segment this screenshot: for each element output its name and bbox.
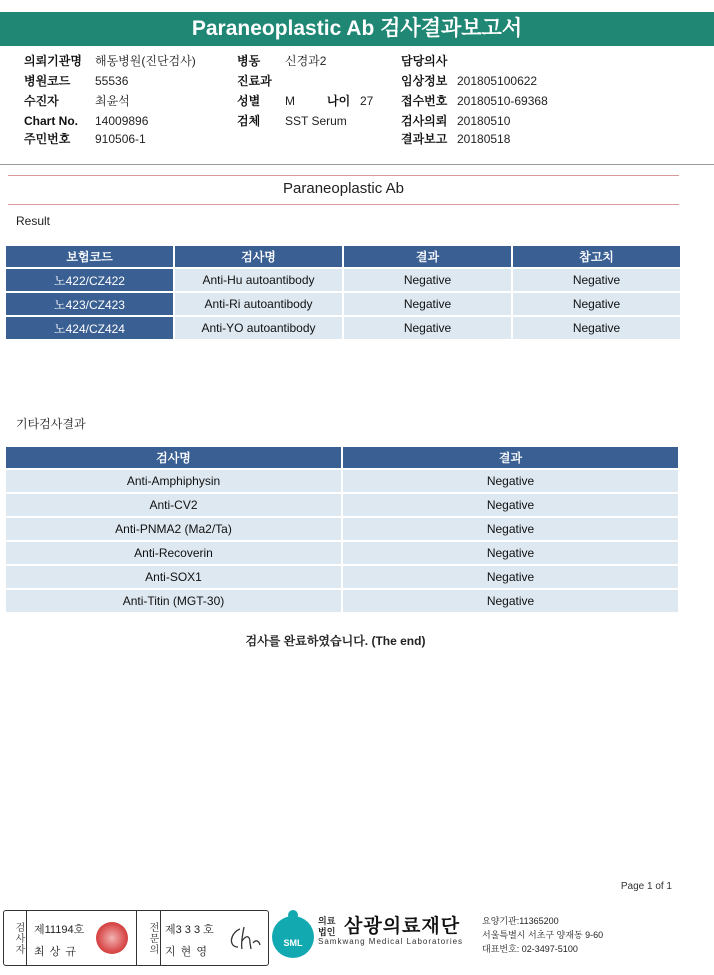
info-value: 55536 (95, 74, 129, 88)
info-value: M (285, 94, 295, 108)
result-cell: Negative (343, 470, 678, 492)
pathologist-label: 전문의 (147, 921, 158, 955)
info-value: 14009896 (95, 114, 149, 128)
org-name: 삼광의료재단 (344, 916, 461, 937)
info-label: 수진자 (24, 94, 59, 108)
info-label: 검사의뢰 (401, 114, 448, 128)
signature-icon (226, 925, 262, 953)
table-row (6, 269, 680, 291)
test-name-cell: Anti-Amphiphysin (6, 470, 341, 492)
end-of-report: 검사를 완료하였습니다. (The end) (245, 634, 426, 648)
org-name-en: Samkwang Medical Laboratories (318, 937, 464, 946)
insurance-code-cell: 노423/CZ423 (6, 293, 173, 315)
seal-icon (96, 922, 128, 954)
info-label: 결과보고 (401, 132, 448, 146)
info-label: 진료과 (237, 74, 272, 88)
info-value: 910506-1 (95, 132, 146, 146)
org-phone: 대표번호: 02-3497-5100 (482, 944, 578, 954)
examiner-license: 제11194호 (34, 924, 85, 936)
sml-logo: SML (272, 916, 314, 958)
age-value: 27 (360, 94, 374, 108)
other-results-table (4, 445, 680, 614)
result-cell: Negative (344, 317, 511, 339)
info-label: 담당의사 (401, 54, 448, 68)
info-label: Chart No. (24, 114, 78, 128)
info-label: 주민번호 (24, 132, 71, 146)
test-name-cell: Anti-Hu autoantibody (175, 269, 342, 291)
column-header: 결과 (344, 246, 511, 267)
test-name-cell: Anti-Recoverin (6, 542, 341, 564)
info-value: 20180510-69368 (457, 94, 548, 108)
info-value: 해동병원(진단검사) (95, 54, 196, 68)
test-name-cell: Anti-Ri autoantibody (175, 293, 342, 315)
org-address: 서울특별시 서초구 양재동 9-60 (482, 930, 604, 940)
test-name-cell: Anti-YO autoantibody (175, 317, 342, 339)
pathologist-license: 제3 3 3 호 (165, 924, 214, 936)
info-value: 201805100622 (457, 74, 538, 88)
column-header: 검사명 (6, 447, 341, 468)
result-cell: Negative (344, 293, 511, 315)
info-row (0, 72, 714, 91)
page-number: Page 1 of 1 (620, 881, 672, 892)
table-row (6, 566, 678, 588)
section-divider (8, 204, 679, 205)
info-row (0, 130, 714, 149)
table-row (6, 590, 678, 612)
info-label: 병원코드 (24, 74, 71, 88)
insurance-code-cell: 노424/CZ424 (6, 317, 173, 339)
reference-cell: Negative (513, 293, 680, 315)
test-name-cell: Anti-PNMA2 (Ma2/Ta) (6, 518, 341, 540)
table-row (6, 470, 678, 492)
column-header: 보험코드 (6, 246, 173, 267)
column-header: 참고치 (513, 246, 680, 267)
table-row (6, 293, 680, 315)
info-row (0, 52, 714, 71)
section-title: Paraneoplastic Ab (283, 180, 404, 197)
info-row (0, 112, 714, 131)
result-cell: Negative (343, 566, 678, 588)
report-title: Paraneoplastic Ab 검사결과보고서 (0, 12, 714, 46)
table-row (6, 494, 678, 516)
divider (160, 911, 161, 965)
reference-cell: Negative (513, 269, 680, 291)
test-name-cell: Anti-Titin (MGT-30) (6, 590, 341, 612)
info-value: 20180518 (457, 132, 511, 146)
test-name-cell: Anti-CV2 (6, 494, 341, 516)
column-header: 검사명 (175, 246, 342, 267)
patient-info (0, 46, 714, 165)
result-cell: Negative (343, 542, 678, 564)
signature-box (3, 910, 269, 966)
column-header: 결과 (343, 447, 678, 468)
insurance-code-cell: 노422/CZ422 (6, 269, 173, 291)
table-row (6, 542, 678, 564)
divider (26, 911, 27, 965)
test-name-cell: Anti-SOX1 (6, 566, 341, 588)
pathologist-name: 지 현 영 (165, 946, 208, 958)
result-caption: Result (16, 214, 51, 228)
other-results-caption: 기타검사결과 (16, 417, 86, 431)
info-label: 임상정보 (401, 74, 448, 88)
result-cell: Negative (343, 518, 678, 540)
examiner-name: 최 상 규 (34, 946, 77, 958)
table-row (6, 518, 678, 540)
divider (136, 911, 137, 965)
info-value: 최윤석 (95, 94, 130, 108)
org-prefix: 의료 (318, 916, 336, 926)
examiner-label: 검사자 (13, 921, 24, 955)
info-value: 신경과2 (285, 54, 327, 68)
info-label: 성별 (237, 94, 261, 108)
result-cell: Negative (343, 590, 678, 612)
result-cell: Negative (344, 269, 511, 291)
result-table (4, 244, 682, 341)
info-label: 의뢰기관명 (24, 54, 82, 68)
info-label: 접수번호 (401, 94, 448, 108)
info-row (0, 92, 714, 111)
table-row (6, 317, 680, 339)
org-code: 요양기관:11365200 (482, 916, 559, 926)
info-label: 병동 (237, 54, 261, 68)
org-prefix: 법인 (318, 927, 336, 937)
info-value: 20180510 (457, 114, 511, 128)
info-label: 검체 (237, 114, 261, 128)
footer (0, 906, 714, 968)
reference-cell: Negative (513, 317, 680, 339)
info-value: SST Serum (285, 114, 347, 128)
section-divider (8, 175, 679, 176)
age-label: 나이 (327, 94, 351, 108)
result-cell: Negative (343, 494, 678, 516)
